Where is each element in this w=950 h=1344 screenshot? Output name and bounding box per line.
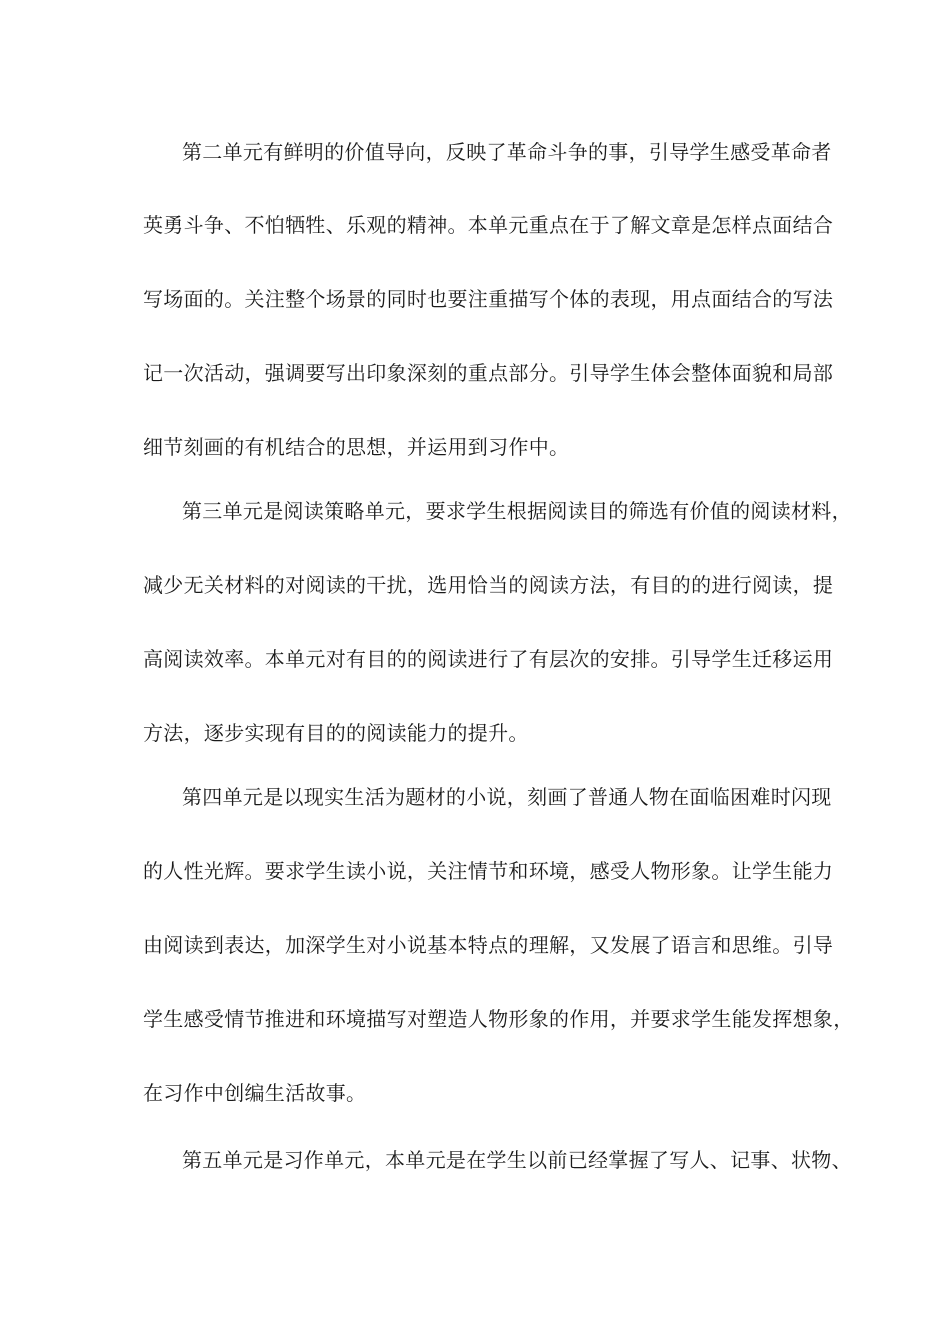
paragraph-2-line-1: 第三单元是阅读策略单元，要求学生根据阅读目的筛选有价值的阅读材料， — [182, 499, 852, 523]
paragraph-1-line-5: 细节刻画的有机结合的思想，并运用到习作中。 — [143, 435, 570, 459]
paragraph-3-line-4: 学生感受情节推进和环境描写对塑造人物形象的作用，并要求学生能发挥想象， — [143, 1007, 854, 1031]
paragraph-2-line-2: 减少无关材料的对阅读的干扰，选用恰当的阅读方法，有目的的进行阅读，提 — [143, 573, 834, 597]
paragraph-2-line-3: 高阅读效率。本单元对有目的的阅读进行了有层次的安排。引导学生迁移运用 — [143, 647, 834, 671]
paragraph-1-line-3: 写场面的。关注整个场景的同时也要注重描写个体的表现，用点面结合的写法 — [143, 287, 834, 311]
paragraph-1-line-1: 第二单元有鲜明的价值导向，反映了革命斗争的事，引导学生感受革命者 — [182, 140, 832, 164]
paragraph-3-line-2: 的人性光辉。要求学生读小说，关注情节和环境，感受人物形象。让学生能力 — [143, 859, 834, 883]
paragraph-2-line-4: 方法，逐步实现有目的的阅读能力的提升。 — [143, 721, 529, 745]
paragraph-4-line-1: 第五单元是习作单元，本单元是在学生以前已经掌握了写人、记事、状物、 — [182, 1148, 852, 1172]
paragraph-3-line-3: 由阅读到表达，加深学生对小说基本特点的理解，又发展了语言和思维。引导 — [143, 933, 834, 957]
paragraph-1-line-2: 英勇斗争、不怕牺牲、乐观的精神。本单元重点在于了解文章是怎样点面结合 — [143, 213, 834, 237]
paragraph-3-line-5: 在习作中创编生活故事。 — [143, 1081, 367, 1105]
paragraph-3-line-1: 第四单元是以现实生活为题材的小说，刻画了普通人物在面临困难时闪现 — [182, 785, 832, 809]
paragraph-1-line-4: 记一次活动，强调要写出印象深刻的重点部分。引导学生体会整体面貌和局部 — [143, 361, 834, 385]
